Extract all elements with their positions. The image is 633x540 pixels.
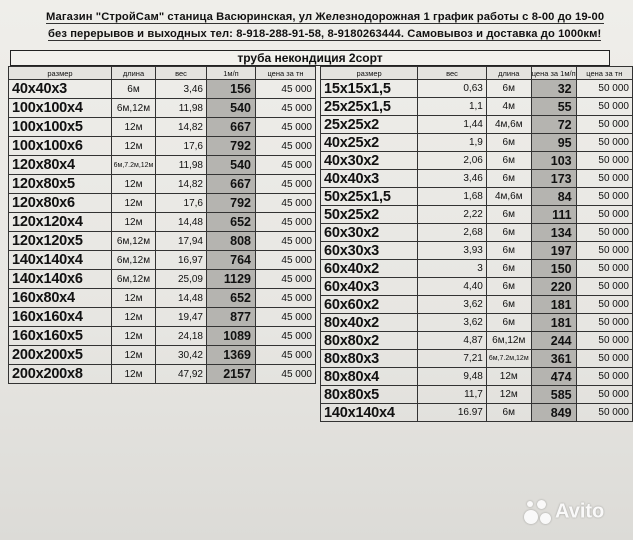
ton-price-cell: 45 000 [256,251,316,270]
meter-price-cell: 103 [531,152,576,170]
table-row [321,404,633,422]
meter-price-cell: 540 [207,99,256,118]
column-header: цена за тн [256,67,316,80]
ton-price-cell: 50 000 [576,224,632,242]
meter-price-cell: 220 [531,278,576,296]
table-row [321,332,633,350]
meter-price-cell: 667 [207,175,256,194]
ton-price-cell: 45 000 [256,308,316,327]
length-cell: 6м,12м [112,232,156,251]
ton-price-cell: 50 000 [576,206,632,224]
ton-price-cell: 50 000 [576,188,632,206]
size-cell: 120x80x5 [9,175,112,194]
table-row [321,260,633,278]
meter-price-cell: 792 [207,194,256,213]
table-row [321,386,633,404]
right-price-table [320,66,633,422]
meter-price-cell: 792 [207,137,256,156]
meter-price-cell: 156 [207,80,256,99]
ton-price-cell: 45 000 [256,156,316,175]
weight-cell: 30,42 [156,346,207,365]
meter-price-cell: 1089 [207,327,256,346]
ton-price-cell: 50 000 [576,152,632,170]
table-row [9,213,316,232]
size-cell: 120x120x4 [9,213,112,232]
table-row [321,170,633,188]
ton-price-cell: 45 000 [256,270,316,289]
ton-price-cell: 45 000 [256,365,316,384]
weight-cell: 4,87 [418,332,487,350]
length-cell: 12м [112,327,156,346]
size-cell: 50x25x2 [321,206,418,224]
meter-price-cell: 667 [207,118,256,137]
table-row [9,156,316,175]
table-row [321,98,633,116]
meter-price-cell: 244 [531,332,576,350]
weight-cell: 3,62 [418,314,487,332]
table-row [9,80,316,99]
table-row [321,116,633,134]
meter-price-cell: 95 [531,134,576,152]
table-row [9,99,316,118]
size-cell: 120x80x6 [9,194,112,213]
length-cell: 6м [486,278,531,296]
meter-price-cell: 197 [531,242,576,260]
ton-price-cell: 50 000 [576,368,632,386]
table-row [9,308,316,327]
size-cell: 80x80x3 [321,350,418,368]
length-cell: 6м,7.2м,12м [486,350,531,368]
weight-cell: 11,98 [156,99,207,118]
meter-price-cell: 111 [531,206,576,224]
ton-price-cell: 50 000 [576,350,632,368]
length-cell: 6м,12м [486,332,531,350]
weight-cell: 14,82 [156,118,207,137]
size-cell: 160x160x4 [9,308,112,327]
ton-price-cell: 50 000 [576,98,632,116]
table-row [9,251,316,270]
column-header: длина [486,67,531,80]
size-cell: 200x200x8 [9,365,112,384]
weight-cell: 1,1 [418,98,487,116]
meter-price-cell: 150 [531,260,576,278]
length-cell: 6м [486,242,531,260]
store-info-line [46,11,604,23]
column-header: 1м/п [207,67,256,80]
column-header: длина [112,67,156,80]
meter-price-cell: 84 [531,188,576,206]
meter-price-cell: 361 [531,350,576,368]
length-cell: 12м [486,368,531,386]
table-row [9,232,316,251]
column-header: вес [418,67,487,80]
weight-cell: 2,06 [418,152,487,170]
weight-cell: 16.97 [418,404,487,422]
size-cell: 140x140x4 [321,404,418,422]
size-cell: 160x80x4 [9,289,112,308]
meter-price-cell: 585 [531,386,576,404]
ton-price-cell: 45 000 [256,289,316,308]
length-cell: 4м [486,98,531,116]
meter-price-cell: 181 [531,314,576,332]
meter-price-cell: 1129 [207,270,256,289]
meter-price-cell: 2157 [207,365,256,384]
meter-price-cell: 877 [207,308,256,327]
meter-price-cell: 72 [531,116,576,134]
weight-cell: 25,09 [156,270,207,289]
store-info-text: Магазин "СтройСам" станица Васюринская, ул Железнодорожная 1 график работы с 8-00 до 19-00 [46,11,605,23]
table-row [9,270,316,289]
meter-price-cell: 849 [531,404,576,422]
size-cell: 80x80x5 [321,386,418,404]
table-row [9,175,316,194]
weight-cell: 3,46 [418,170,487,188]
ton-price-cell: 50 000 [576,80,632,98]
column-header: цена за тн [576,67,632,80]
table-title: труба некондиция 2сорт [10,50,610,66]
length-cell: 12м [112,289,156,308]
meter-price-cell: 55 [531,98,576,116]
length-cell: 6м [486,260,531,278]
length-cell: 6м [486,134,531,152]
ton-price-cell: 45 000 [256,327,316,346]
ton-price-cell: 45 000 [256,232,316,251]
size-cell: 140x140x4 [9,251,112,270]
size-cell: 40x30x2 [321,152,418,170]
column-header: размер [9,67,112,80]
weight-cell: 17,94 [156,232,207,251]
ton-price-cell: 50 000 [576,386,632,404]
size-cell: 15x15x1,5 [321,80,418,98]
weight-cell: 3 [418,260,487,278]
table-row [9,289,316,308]
length-cell: 6м [486,206,531,224]
length-cell: 12м [112,346,156,365]
size-cell: 80x80x2 [321,332,418,350]
table-row [321,224,633,242]
size-cell: 40x25x2 [321,134,418,152]
weight-cell: 14,82 [156,175,207,194]
ton-price-cell: 50 000 [576,260,632,278]
size-cell: 60x40x2 [321,260,418,278]
ton-price-cell: 50 000 [576,296,632,314]
meter-price-cell: 173 [531,170,576,188]
weight-cell: 9,48 [418,368,487,386]
size-cell: 25x25x2 [321,116,418,134]
table-row [321,134,633,152]
table-row [9,365,316,384]
table-row [321,296,633,314]
weight-cell: 3,62 [418,296,487,314]
weight-cell: 14,48 [156,289,207,308]
table-row [321,314,633,332]
weight-cell: 19,47 [156,308,207,327]
size-cell: 80x80x4 [321,368,418,386]
length-cell: 12м [112,365,156,384]
meter-price-cell: 1369 [207,346,256,365]
weight-cell: 3,93 [418,242,487,260]
meter-price-cell: 764 [207,251,256,270]
table-row [9,194,316,213]
size-cell: 160x160x5 [9,327,112,346]
meter-price-cell: 134 [531,224,576,242]
length-cell: 6м [486,170,531,188]
meter-price-cell: 32 [531,80,576,98]
weight-cell: 2,68 [418,224,487,242]
weight-cell: 16,97 [156,251,207,270]
meter-price-cell: 181 [531,296,576,314]
length-cell: 6м,7.2м,12м [112,156,156,175]
weight-cell: 7,21 [418,350,487,368]
length-cell: 6м [486,80,531,98]
column-header: вес [156,67,207,80]
size-cell: 60x60x2 [321,296,418,314]
ton-price-cell: 50 000 [576,314,632,332]
left-price-table [8,66,316,384]
meter-price-cell: 540 [207,156,256,175]
size-cell: 80x40x2 [321,314,418,332]
ton-price-cell: 50 000 [576,332,632,350]
meter-price-cell: 474 [531,368,576,386]
size-cell: 60x30x2 [321,224,418,242]
size-cell: 100x100x4 [9,99,112,118]
length-cell: 4м,6м [486,116,531,134]
size-cell: 25x25x1,5 [321,98,418,116]
length-cell: 12м [112,213,156,232]
table-row [9,327,316,346]
ton-price-cell: 45 000 [256,80,316,99]
weight-cell: 4,40 [418,278,487,296]
weight-cell: 24,18 [156,327,207,346]
meter-price-cell: 652 [207,213,256,232]
table-row [9,137,316,156]
length-cell: 12м [112,194,156,213]
ton-price-cell: 50 000 [576,170,632,188]
table-row [321,278,633,296]
length-cell: 6м,12м [112,251,156,270]
size-cell: 120x120x5 [9,232,112,251]
ton-price-cell: 50 000 [576,278,632,296]
table-row [321,152,633,170]
table-row [321,350,633,368]
contacts-text: без перерывов и выходных тел: 8-918-288-91-58, 8-9180263444. Самовывоз и доставка до 1000км! [48,28,602,40]
table-row [321,188,633,206]
length-cell: 6м [486,152,531,170]
size-cell: 60x40x3 [321,278,418,296]
table-row [9,346,316,365]
length-cell: 6м [486,224,531,242]
weight-cell: 1,68 [418,188,487,206]
table-row [9,118,316,137]
avito-watermark-text: Avito [555,500,605,523]
ton-price-cell: 50 000 [576,116,632,134]
size-cell: 60x30x3 [321,242,418,260]
contacts-line [48,28,601,40]
length-cell: 6м,12м [112,99,156,118]
table-row [321,242,633,260]
length-cell: 12м [112,175,156,194]
length-cell: 6м [486,314,531,332]
weight-cell: 11,7 [418,386,487,404]
size-cell: 120x80x4 [9,156,112,175]
avito-logo-icon [524,498,552,526]
size-cell: 100x100x6 [9,137,112,156]
ton-price-cell: 45 000 [256,175,316,194]
ton-price-cell: 45 000 [256,346,316,365]
column-header: размер [321,67,418,80]
weight-cell: 2,22 [418,206,487,224]
length-cell: 12м [486,386,531,404]
length-cell: 6м [486,404,531,422]
length-cell: 12м [112,137,156,156]
length-cell: 6м [486,296,531,314]
size-cell: 40x40x3 [321,170,418,188]
weight-cell: 1,44 [418,116,487,134]
table-row [321,206,633,224]
ton-price-cell: 45 000 [256,137,316,156]
size-cell: 50x25x1,5 [321,188,418,206]
weight-cell: 1,9 [418,134,487,152]
length-cell: 6м [112,80,156,99]
table-row [321,80,633,98]
weight-cell: 14,48 [156,213,207,232]
size-cell: 140x140x6 [9,270,112,289]
right-table-header [321,67,633,80]
weight-cell: 0,63 [418,80,487,98]
avito-watermark [524,498,604,532]
meter-price-cell: 808 [207,232,256,251]
weight-cell: 3,46 [156,80,207,99]
ton-price-cell: 45 000 [256,99,316,118]
column-header: цена за 1м/п [531,68,576,78]
ton-price-cell: 45 000 [256,118,316,137]
size-cell: 40x40x3 [9,80,112,99]
ton-price-cell: 50 000 [576,404,632,422]
ton-price-cell: 45 000 [256,213,316,232]
length-cell: 6м,12м [112,270,156,289]
weight-cell: 17,6 [156,137,207,156]
weight-cell: 47,92 [156,365,207,384]
ton-price-cell: 45 000 [256,194,316,213]
size-cell: 200x200x5 [9,346,112,365]
left-table-header [9,67,316,80]
length-cell: 12м [112,308,156,327]
weight-cell: 17,6 [156,194,207,213]
ton-price-cell: 50 000 [576,242,632,260]
table-row [321,368,633,386]
size-cell: 100x100x5 [9,118,112,137]
meter-price-cell: 652 [207,289,256,308]
ton-price-cell: 50 000 [576,134,632,152]
length-cell: 4м,6м [486,188,531,206]
weight-cell: 11,98 [156,156,207,175]
length-cell: 12м [112,118,156,137]
